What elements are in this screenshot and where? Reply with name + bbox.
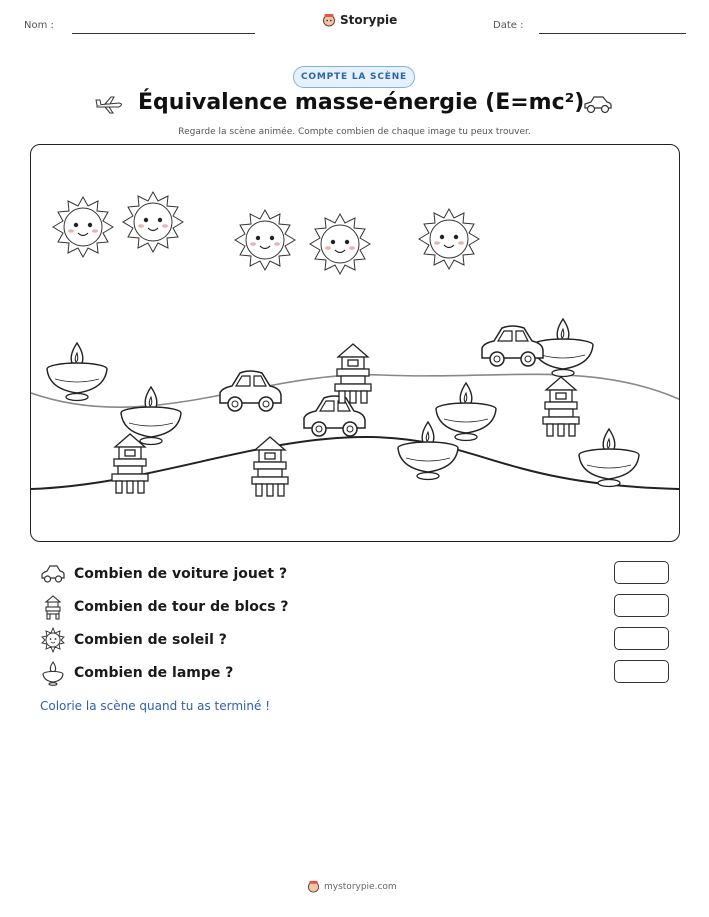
car-icon: [40, 561, 66, 587]
date-label: Date :: [493, 20, 524, 31]
block-tower-icon: [40, 594, 66, 620]
count-scene-badge: COMPTE LA SCÈNE: [293, 66, 415, 88]
tower-4: [543, 377, 579, 436]
footer: [307, 880, 397, 893]
name-line[interactable]: [72, 33, 255, 34]
question-text: Combien de lampe ?: [74, 665, 234, 681]
sun-5: [419, 209, 479, 269]
storypie-mascot-icon: [307, 880, 320, 893]
question-text: Combien de soleil ?: [74, 632, 227, 648]
storypie-mascot-icon: [322, 13, 336, 27]
sun-1: [53, 197, 113, 257]
question-car: [40, 561, 672, 587]
coloring-instruction: Colorie la scène quand tu as terminé !: [40, 699, 271, 713]
sun-3: [235, 210, 295, 270]
page-title: Équivalence masse-énergie (E=mc²): [138, 90, 585, 115]
question-sun: [40, 627, 672, 653]
question-lamp: [40, 660, 672, 686]
car-icon: [582, 94, 614, 116]
lamp-3: [398, 422, 458, 480]
car-3: [482, 326, 543, 366]
airplane-icon: [95, 95, 125, 115]
footer-url[interactable]: mystorypie.com: [324, 881, 397, 892]
brand-logo: [322, 13, 397, 27]
date-line[interactable]: [539, 33, 686, 34]
question-text: Combien de voiture jouet ?: [74, 566, 288, 582]
answer-box-car[interactable]: [614, 561, 669, 584]
brand-name: Storypie: [340, 13, 398, 27]
car-1: [220, 371, 281, 411]
tower-2: [252, 437, 288, 496]
answer-box-tower[interactable]: [614, 594, 669, 617]
name-label: Nom :: [24, 20, 54, 31]
scene-illustration: [31, 145, 680, 542]
question-tower: [40, 594, 672, 620]
answer-box-sun[interactable]: [614, 627, 669, 650]
lamp-4: [436, 383, 496, 441]
tower-3: [335, 344, 371, 403]
sun-2: [123, 192, 183, 252]
lamp-6: [579, 429, 639, 487]
sun-4: [310, 214, 370, 274]
instructions: Regarde la scène animée. Compte combien de chaque image tu peux trouver.: [178, 127, 531, 137]
oil-lamp-icon: [40, 660, 66, 686]
answer-box-lamp[interactable]: [614, 660, 669, 683]
counting-scene: [30, 144, 680, 542]
sun-icon: [40, 627, 66, 653]
question-text: Combien de tour de blocs ?: [74, 599, 289, 615]
lamp-1: [47, 343, 107, 401]
